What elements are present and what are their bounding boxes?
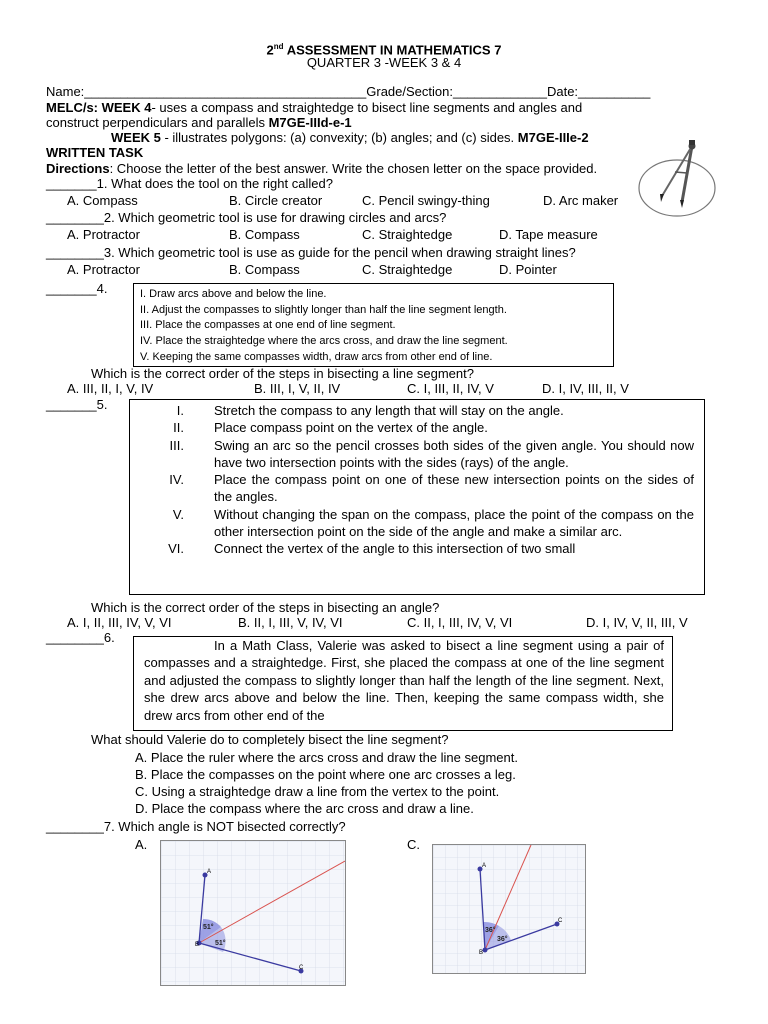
point-c-label: C bbox=[558, 918, 563, 924]
option-c: C. Straightedge bbox=[362, 262, 453, 277]
step-i: I. Draw arcs above and below the line. bbox=[140, 288, 327, 300]
directions-line: Directions: Choose the letter of the best answer. Write the chosen letter on the space provided. bbox=[46, 161, 598, 176]
melc-week5-line: WEEK 5 - illustrates polygons: (a) convexity; (b) angles; and (c) sides. M7GE-IIIe-2 bbox=[111, 130, 589, 145]
point-c-label: C bbox=[299, 965, 304, 971]
melc-week4-line: MELC/s: WEEK 4- uses a compass and straightedge to bisect line segments and angles and bbox=[46, 100, 583, 115]
written-task-heading: WRITTEN TASK bbox=[46, 145, 144, 160]
option-d: D. Tape measure bbox=[499, 227, 598, 242]
option-b: B. Compass bbox=[229, 227, 300, 242]
question-7-stem: ________7. Which angle is NOT bisected correctly? bbox=[46, 819, 346, 834]
assessment-title: 2nd ASSESSMENT IN MATHEMATICS 7 bbox=[266, 42, 502, 58]
option-b: B. II, I, III, V, IV, VI bbox=[238, 615, 343, 630]
question-5-steps-box bbox=[129, 399, 705, 595]
question-4-steps-box bbox=[133, 283, 614, 367]
option-b: B. III, I, V, II, IV bbox=[254, 381, 341, 396]
question-3-stem: ________3. Which geometric tool is use as guide for the pencil when drawing straight lines? bbox=[46, 245, 576, 260]
option-a: A. III, II, I, V, IV bbox=[67, 381, 154, 396]
step-iii: III. Place the compasses at one end of line segment. bbox=[140, 319, 396, 332]
point-a-label: A bbox=[482, 863, 487, 869]
angle-step-vi: VI. Connect the vertex of the angle to this intersection of two small bbox=[168, 541, 576, 557]
question-7-option-a-label: A. bbox=[135, 837, 148, 852]
option-d: D. Pointer bbox=[499, 262, 557, 277]
question-5-options bbox=[67, 615, 717, 630]
step-iv: IV. Place the straightedge where the arcs cross, and draw the line segment. bbox=[140, 335, 508, 348]
question-7-option-c-label: C. bbox=[407, 837, 420, 852]
angle-label-1: 36° bbox=[485, 927, 496, 934]
option-b: B. Compass bbox=[229, 262, 300, 277]
angle-step-ii: II. Place compass point on the vertex of the angle. bbox=[173, 420, 488, 436]
option-d: D. I, IV, V, II, III, V bbox=[586, 615, 688, 630]
question-6-option-d: D. Place the compass where the arc cross and draw a line. bbox=[135, 801, 474, 816]
question-6-number: ________6. bbox=[46, 630, 115, 645]
point-b-label: B bbox=[195, 942, 200, 948]
option-a: A. Protractor bbox=[67, 227, 140, 242]
question-6-stem: What should Valerie do to completely bisect the line segment? bbox=[91, 732, 449, 747]
angle-step-iii: III. Swing an arc so the pencil crosses both sides of the given angle. You should now have two intersection points with the sides (rays) of the angle. bbox=[169, 437, 694, 470]
angle-step-v: V. Without changing the span on the compass, place the point of the compass on the other intersection point on the side of the angle and make a similar arc. bbox=[172, 506, 694, 540]
step-ii: II. Adjust the compasses to slightly longer than half the line segment length. bbox=[140, 303, 507, 316]
angle-figure-a bbox=[160, 840, 346, 986]
question-6-passage-box: In a Math Class, Valerie was asked to bisect a line segment using a pair of compasses and a straightedge. First, she placed the compass at one of the line segment and adjusted the compass to slightly longer than half the length of the line segment. Next, she drew arcs above and below the line. Then, keeping the same compass width, she drew arcs from other end of the bbox=[133, 636, 673, 731]
question-3-options bbox=[67, 262, 707, 277]
option-a: A. Compass bbox=[67, 193, 138, 208]
question-6-option-b: B. Place the compasses on the point where one arc crosses a leg. bbox=[135, 767, 516, 782]
option-a: A. Protractor bbox=[67, 262, 140, 277]
question-4-number: _______4. bbox=[46, 281, 108, 296]
question-5-number: _______5. bbox=[46, 397, 108, 412]
option-b: B. Circle creator bbox=[229, 193, 323, 208]
melc-week4-line2: construct perpendiculars and parallels M7GE-IIId-e-1 bbox=[46, 115, 352, 130]
angle-label-2: 51° bbox=[215, 940, 226, 947]
option-c: C. II, I, III, IV, V, VI bbox=[407, 615, 513, 630]
question-6-option-a: A. Place the ruler where the arcs cross and draw the line segment. bbox=[135, 750, 518, 765]
question-6-option-c: C. Using a straightedge draw a line from the vertex to the point. bbox=[135, 784, 500, 799]
option-c: C. Pencil swingy-thing bbox=[362, 193, 490, 208]
option-c: C. Straightedge bbox=[362, 227, 453, 242]
angle-label-2: 36° bbox=[497, 936, 508, 943]
option-d: D. Arc maker bbox=[543, 193, 619, 208]
angle-step-i: I. Stretch the compass to any length that will stay on the angle. bbox=[176, 403, 564, 418]
name-grade-date-line: Name:_______________________________________Grade/Section:_____________Date:__________ bbox=[46, 84, 651, 99]
question-2-options bbox=[67, 227, 707, 242]
option-c: C. I, III, II, IV, V bbox=[407, 381, 494, 396]
angle-label-1: 51° bbox=[203, 924, 214, 931]
question-2-stem: ________2. Which geometric tool is use for drawing circles and arcs? bbox=[46, 210, 447, 225]
question-1-options bbox=[67, 193, 707, 208]
question-4-stem: Which is the correct order of the steps in bisecting a line segment? bbox=[91, 366, 474, 381]
angle-figure-c bbox=[432, 844, 586, 974]
step-v: V. Keeping the same compasses width, draw arcs from other end of line. bbox=[140, 350, 493, 363]
question-4-options bbox=[67, 381, 717, 396]
point-a-label: A bbox=[207, 869, 212, 875]
question-5-stem: Which is the correct order of the steps in bisecting an angle? bbox=[91, 600, 440, 615]
option-a: A. I, II, III, IV, V, VI bbox=[67, 615, 172, 630]
option-d: D. I, IV, III, II, V bbox=[542, 381, 629, 396]
assessment-subtitle: QUARTER 3 -WEEK 3 & 4 bbox=[306, 55, 462, 70]
angle-step-iv: IV. Place the compass point on one of these new intersection points on the sides of the angles. bbox=[169, 472, 694, 505]
point-b-label: B bbox=[479, 950, 484, 956]
question-1-stem: _______1. What does the tool on the right called? bbox=[46, 176, 333, 191]
